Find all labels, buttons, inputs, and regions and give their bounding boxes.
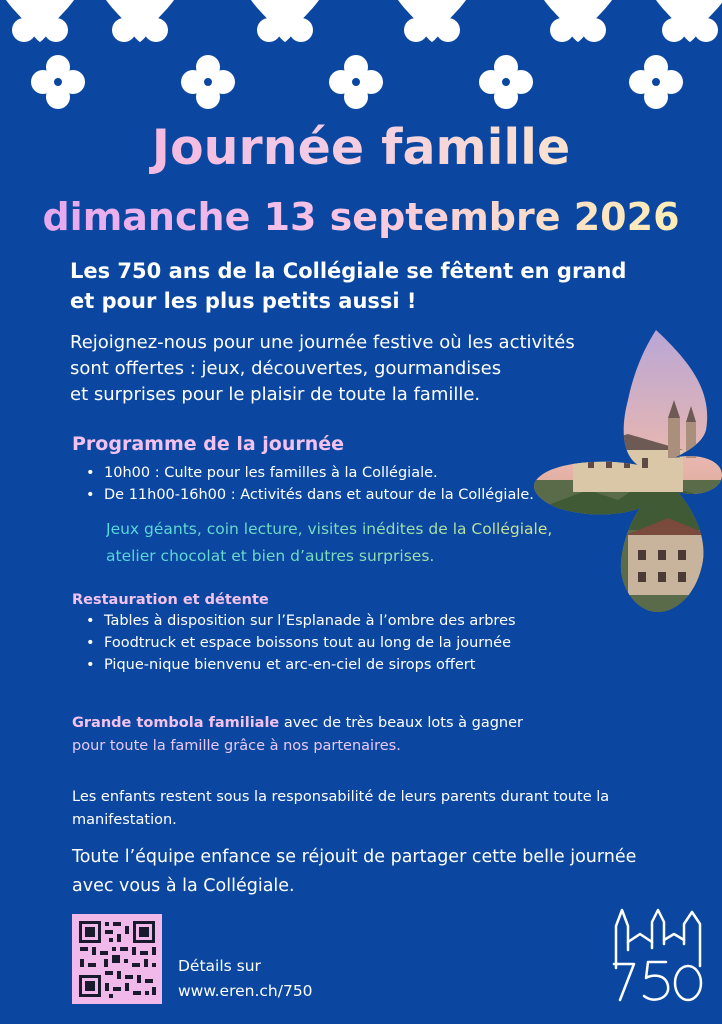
event-date: dimanche 13 septembre 2026 [0,192,722,242]
qr-code-icon [72,914,162,1004]
restauration-item: • Pique-nique bienvenu et arc-en-ciel de sirops offert [76,654,596,676]
fleur-pattern [0,0,722,120]
headline [70,256,700,316]
restauration-list [76,610,596,676]
intro-paragraph [70,330,660,408]
intro-line: Rejoignez-nous pour une journée festive où les activités [70,332,575,353]
poster-title: Journée famille [0,118,722,178]
headline-line: Les 750 ans de la Collégiale se fêtent en grand [70,259,627,283]
closing-paragraph [72,843,692,901]
details-url-link[interactable]: www.eren.ch/750 [178,982,313,1000]
details-block [178,954,313,1004]
tombola-title: Grande tombola familiale [72,715,280,731]
closing-line: avec vous à la Collégiale. [72,876,295,896]
closing-line: Toute l’équipe enfance se réjouit de partager cette belle journée [72,847,637,867]
activities-text [106,516,552,570]
restauration-item: • Foodtruck et espace boissons tout au long de la journée [76,632,596,654]
tombola-line2: pour toute la famille grâce à nos partenaires. [72,738,401,754]
intro-line: et surprises pour le plaisir de toute la famille. [70,384,481,405]
restauration-heading: Restauration et détente [72,592,269,608]
tombola-text: avec de très beaux lots à gagner [279,715,524,731]
program-item: • De 11h00-16h00 : Activités dans et autour de la Collégiale. [76,484,576,506]
activities-line: atelier chocolat et bien d’autres surprises. [106,547,435,565]
tombola-paragraph [72,712,612,758]
750-logo-icon [610,904,706,1004]
program-list [76,462,576,506]
restauration-item: • Tables à disposition sur l’Esplanade à l’ombre des arbres [76,610,596,632]
program-heading: Programme de la journée [72,433,345,455]
details-label: Détails sur [178,957,261,975]
program-item: • 10h00 : Culte pour les familles à la Collégiale. [76,462,576,484]
activities-line: Jeux géants, coin lecture, visites inédites de la Collégiale, [106,520,553,538]
qr-code[interactable] [72,914,162,1004]
headline-line: et pour les plus petits aussi ! [70,289,417,313]
intro-line: sont offertes : jeux, découvertes, gourmandises [70,358,502,379]
responsibility-notice: Les enfants restent sous la responsabilité de leurs parents durant toute la manifestation. [72,789,610,828]
